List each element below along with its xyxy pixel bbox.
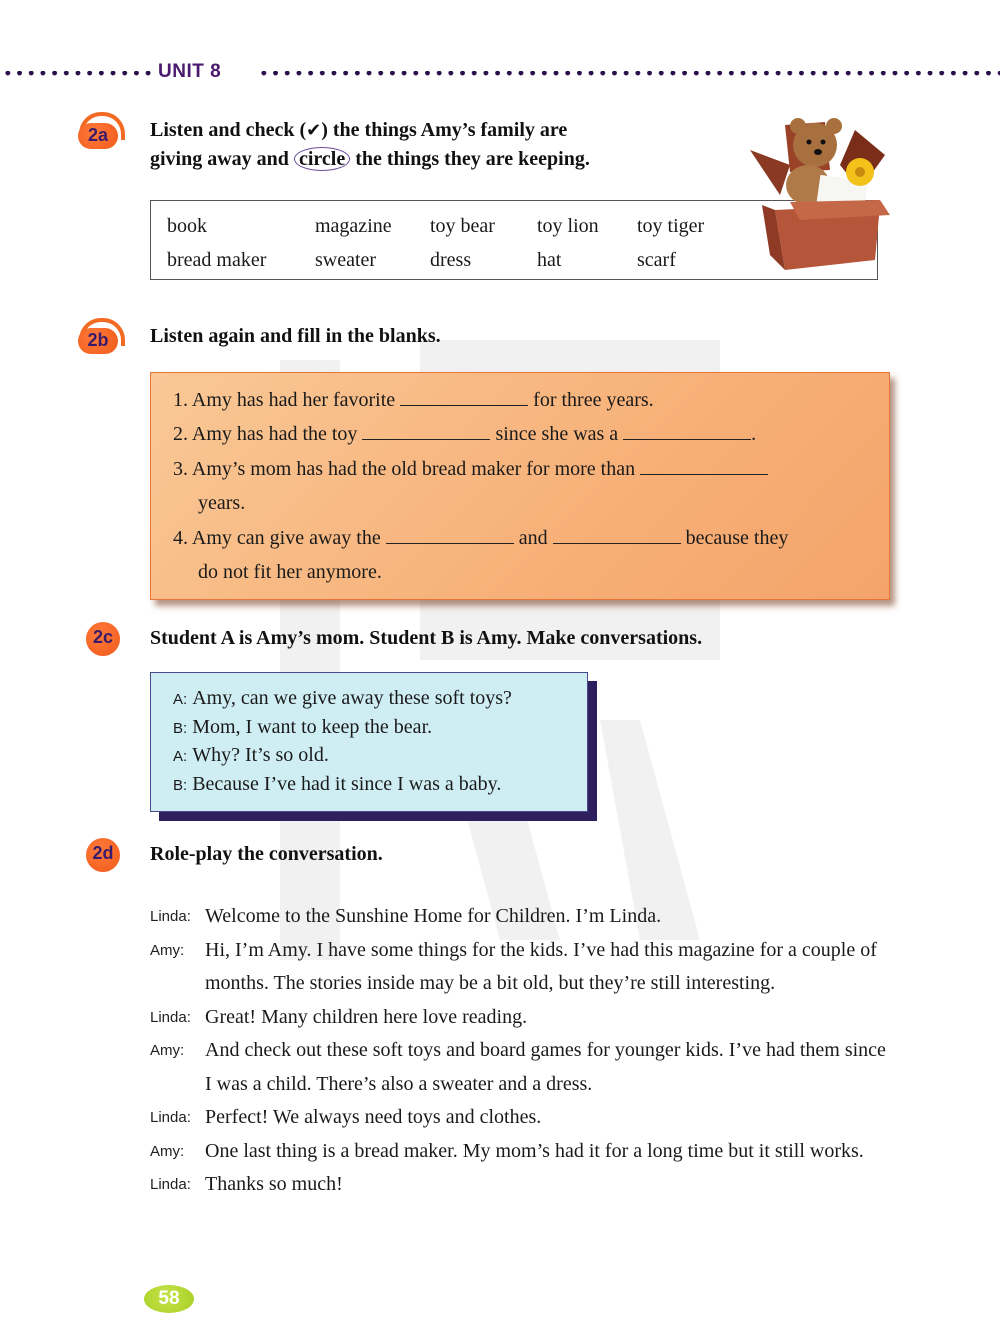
word-bank-item: toy tiger: [637, 215, 705, 237]
dialog-line: [150, 900, 890, 934]
section-badge-2c: 2c: [86, 622, 120, 656]
fill-in-blanks-list: [173, 383, 788, 589]
line-text: And check out these soft toys and board games for younger kids. I’ve had them since I was a child. There’s also a sweater and a dress.: [205, 1039, 886, 1095]
line-text: Because I’ve had it since I was a baby.: [192, 772, 502, 795]
conversation-box: [150, 672, 588, 812]
speaker-label: Amy:: [150, 941, 185, 959]
line-text: Mom, I want to keep the bear.: [192, 715, 433, 738]
answer-blank[interactable]: [640, 458, 768, 475]
word-bank-row: [167, 243, 737, 277]
line-text: Why? It’s so old.: [192, 744, 329, 766]
speaker-label: B:: [173, 776, 188, 794]
dialog-line: [150, 1168, 890, 1202]
item-text: for three years.: [528, 389, 654, 411]
speaker-label: Amy:: [150, 1142, 185, 1160]
word-bank-item: dress: [430, 249, 472, 271]
speaker-label: B:: [173, 719, 188, 737]
item-number: 2.: [173, 423, 188, 446]
speaker-label: Linda:: [150, 1008, 191, 1026]
word-bank-item: toy lion: [537, 215, 599, 237]
teddy-bear-in-box-image: [730, 110, 890, 270]
line-text: One last thing is a bread maker. My mom’s had it for a long time but it still works.: [205, 1139, 864, 1162]
dotted-rule-left: [2, 71, 154, 77]
speaker-label: Amy:: [150, 1042, 185, 1059]
section-2b-heading: Listen again and fill in the blanks.: [150, 325, 441, 347]
fill-item: [173, 383, 788, 417]
conversation-line: [173, 714, 512, 743]
dialog-line: [150, 1034, 890, 1101]
item-text: Amy can give away the: [191, 526, 386, 549]
speaker-label: Linda:: [150, 908, 191, 925]
circle-word: circle: [294, 147, 350, 171]
fill-item-continuation: years.: [198, 492, 246, 515]
conversation-line: [173, 771, 512, 800]
section-2c-heading: Student A is Amy’s mom. Student B is Amy. Make conversations.: [150, 627, 703, 649]
item-number: 3.: [173, 457, 188, 480]
answer-blank[interactable]: [362, 423, 490, 440]
answer-blank[interactable]: [386, 527, 514, 544]
word-bank-item: scarf: [637, 249, 676, 271]
fill-item: [173, 452, 788, 486]
section-badge-2a: 2a: [78, 123, 118, 149]
fill-item-continuation: do not fit her anymore.: [198, 561, 382, 584]
item-text: since she was a: [490, 423, 624, 446]
item-text: .: [751, 423, 757, 446]
dialog-line: [150, 1101, 890, 1135]
section-badge-2b: 2b: [78, 328, 118, 354]
page-number-badge: 58: [144, 1285, 194, 1313]
word-bank-item: sweater: [315, 249, 377, 271]
item-text: Amy has had her favorite: [191, 389, 401, 411]
line-text: Amy, can we give away these soft toys?: [192, 687, 512, 709]
dialog-line: [150, 1135, 890, 1169]
speaker-label: A:: [173, 691, 188, 708]
word-bank: [167, 209, 737, 277]
conversation-line: [173, 742, 512, 771]
role-play-dialog: [150, 900, 890, 1202]
word-bank-row: [167, 209, 737, 243]
answer-blank[interactable]: [400, 389, 528, 406]
dotted-rule-right: [258, 71, 1000, 77]
conversation-lines: [173, 685, 512, 799]
section-2a-heading: Listen and check (✔) the things Amy’s family are giving away and circle the things they are keeping.: [150, 119, 590, 170]
word-bank-item: toy bear: [430, 215, 495, 237]
fill-item: [173, 521, 788, 555]
item-number: 4.: [173, 526, 188, 549]
unit-header: [0, 61, 1000, 83]
answer-blank[interactable]: [553, 527, 681, 544]
speaker-label: A:: [173, 748, 188, 765]
conversation-line: [173, 685, 512, 714]
section-2d-heading: Role-play the conversation.: [150, 843, 383, 865]
line-text: Thanks so much!: [205, 1173, 343, 1195]
speaker-label: Linda:: [150, 1176, 191, 1193]
answer-blank[interactable]: [623, 423, 751, 440]
line-text: Welcome to the Sunshine Home for Children. I’m Linda.: [205, 905, 662, 927]
line-text: Perfect! We always need toys and clothes.: [205, 1106, 542, 1128]
dialog-line: [150, 934, 890, 1001]
section-badge-2d: 2d: [86, 838, 120, 872]
dialog-line: [150, 1001, 890, 1035]
line-text: Great! Many children here love reading.: [205, 1005, 528, 1028]
word-bank-item: magazine: [315, 215, 392, 237]
item-text: Amy has had the toy: [191, 423, 363, 446]
unit-label: UNIT 8: [158, 61, 222, 82]
check-mark-icon: ✔: [306, 120, 322, 141]
word-bank-item: hat: [537, 249, 562, 271]
speaker-label: Linda:: [150, 1109, 191, 1126]
line-text: Hi, I’m Amy. I have some things for the kids. I’ve had this magazine for a couple of months. The stories inside may be a bit old, but they’re still interesting.: [205, 938, 877, 994]
fill-item: [173, 417, 788, 451]
fill-in-blanks-box: [150, 372, 890, 600]
item-text: Amy’s mom has had the old bread maker for more than: [191, 457, 641, 480]
item-number: 1.: [173, 389, 188, 411]
word-bank-item: book: [167, 215, 207, 237]
item-text: because they: [680, 526, 789, 549]
item-text: and: [513, 526, 553, 549]
word-bank-item: bread maker: [167, 249, 267, 271]
